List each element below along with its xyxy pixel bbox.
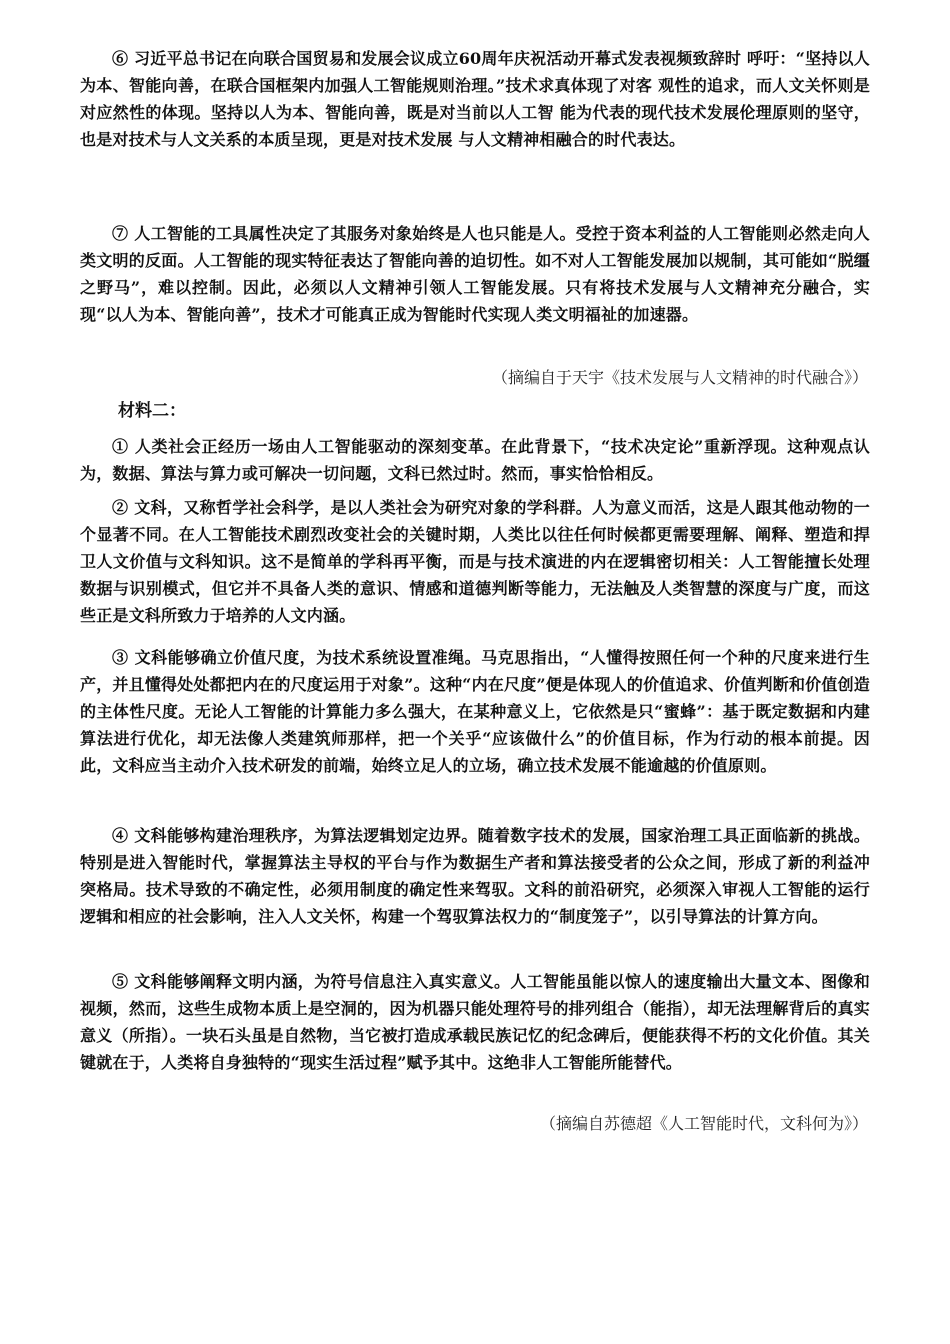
source-citation-two: （摘编自苏德超《人工智能时代，文科何为》） <box>539 1114 868 1133</box>
paragraph-m2-3: ③ 文科能够确立价值尺度，为技术系统设置准绳。马克思指出，“人懂得按照任何一个种的尺度来进行生产，并且懂得处处都把内在的尺度运用于对象”。这种“内在尺度”便是体现人的价值追求、价值判断和价值创造的主体性尺度。无论人工智能的计算能力多么强大，在某种意义上，它依然是只“蜜蜂”：基于既定数据和内建算法进行优化，却无法像人类建筑师那样，把一个关乎“应该做什么”的价值目标，作为行动的根本前提。因此，文科应当主动介入技术研发的前端，始终立足人的立场，确立技术发展不能逾越的价值原则。 <box>80 648 870 775</box>
paragraph-m2-1: ① 人类社会正经历一场由人工智能驱动的深刻变革。在此背景下，“技术决定论”重新浮现。这种观点认为，数据、算法与算力或可解决一切问题，文科已然过时。然而，事实恰恰相反。 <box>80 437 870 483</box>
section-heading-material-two: 材料二： <box>118 401 186 421</box>
paragraph-7: ⑦ 人工智能的工具属性决定了其服务对象始终是人也只能是人。受控于资本利益的人工智能则必然走向人类文明的反面。人工智能的现实特征表达了智能向善的迫切性。如不对人工智能发展加以规制，其可能如“脱缰之野马”，难以控制。因此，必须以人文精神引领人工智能发展。只有将技术发展与人文精神充分融合，实现“以人为本、智能向善”，技术才可能真正成为智能时代实现人类文明福祉的加速器。 <box>80 224 870 324</box>
source-citation-one: （摘编自于天宇《技术发展与人文精神的时代融合》） <box>491 368 868 387</box>
paragraph-m2-2: ② 文科，又称哲学社会科学，是以人类社会为研究对象的学科群。人为意义而活，这是人跟其他动物的一个显著不同。在人工智能技术剧烈改变社会的关键时期，人类比以往任何时候都更需要理解、阐释、塑造和捍卫人文价值与文科知识。这不是简单的学科再平衡，而是与技术演进的内在逻辑密切相关：人工智能擅长处理数据与识别模式，但它并不具备人类的意识、情感和道德判断等能力，无法触及人类智慧的深度与广度，而这些正是文科所致力于培养的人文内涵。 <box>80 498 870 625</box>
paragraph-m2-5: ⑤ 文科能够阐释文明内涵，为符号信息注入真实意义。人工智能虽能以惊人的速度输出大量文本、图像和视频，然而，这些生成物本质上是空洞的，因为机器只能处理符号的排列组合（能指），却无法理解背后的真实意义（所指）。一块石头虽是自然物，当它被打造成承载民族记忆的纪念碑后，便能获得不朽的文化价值。其关键就在于，人类将自身独特的“现实生活过程”赋予其中。这绝非人工智能所能替代。 <box>80 972 870 1072</box>
paragraph-m2-4: ④ 文科能够构建治理秩序，为算法逻辑划定边界。随着数字技术的发展，国家治理工具正面临新的挑战。特别是进入智能时代，掌握算法主导权的平台与作为数据生产者和算法接受者的公众之间，形成了新的利益冲突格局。技术导致的不确定性，必须用制度的确定性来驾驭。文科的前沿研究，必须深入审视人工智能的运行逻辑和相应的社会影响，注入人文关怀，构建一个驾驭算法权力的“制度笼子”，以引导算法的计算方向。 <box>80 826 870 926</box>
paragraph-6: ⑥ 习近平总书记在向联合国贸易和发展会议成立60周年庆祝活动开幕式发表视频致辞时 呼吁：“坚持以人为本、智能向善，在联合国框架内加强人工智能规则治理。”技术求真体现了对客 观性的追求，而人文关怀则是对应然性的体现。坚持以人为本、智能向善，既是对当前以人工智 能为代表的现代技术发展伦理原则的坚守，也是对技术与人文关系的本质呈现，更是对技术发展 与人文精神相融合的时代表达。 <box>80 49 870 149</box>
